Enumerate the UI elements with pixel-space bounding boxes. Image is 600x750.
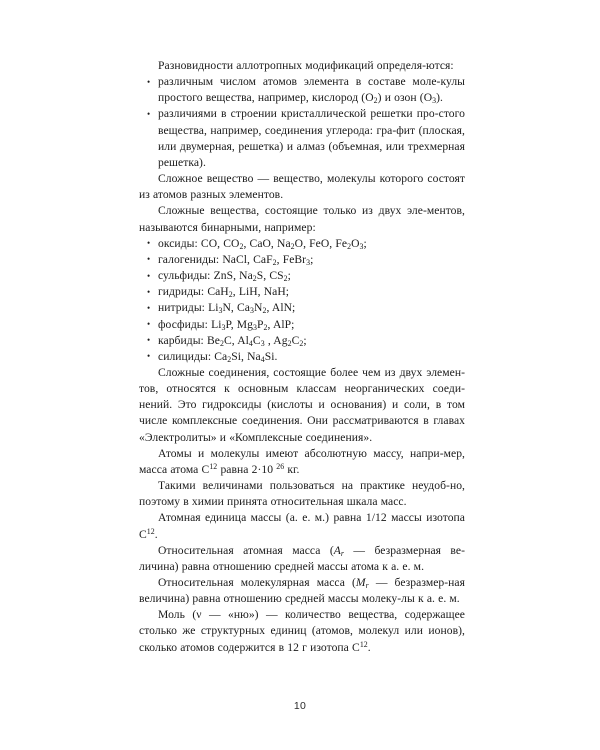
paragraph-relative-molecular-mass	[139, 575, 465, 607]
ag2c2-subscript-b: 2	[299, 338, 304, 348]
class-label-oxides: оксиды:	[158, 236, 198, 250]
complex-line-4: том числе комплексные соединения. Они рассматриваются	[139, 398, 465, 428]
complex-line-1: Сложные соединения, состоящие более чем из двух элемен-	[158, 365, 465, 379]
intro-line-1: Разновидности аллотропных модификаций определя-	[158, 59, 427, 72]
amu-line-2-post: .	[154, 527, 158, 541]
class-label-nitrides: нитриды:	[158, 301, 205, 315]
co2-subscript: 2	[239, 241, 244, 251]
mole-line-3-post: .	[367, 640, 371, 654]
bullet-2-line-2: стого вещества, например, соединения углерода: гра-	[158, 107, 465, 137]
list-item-sulfides: • сульфиды: ZnS, $Na_2S$, $CS_2$;	[139, 268, 465, 284]
list-item-silicides: • силициды: $Ca_2Si$, $Na_4Si$.	[139, 349, 465, 365]
ar-symbol-letter: A	[333, 543, 341, 557]
rmm-line-1-post: — безразмер-	[368, 576, 449, 589]
fe2o3-subscript-b: 3	[359, 241, 364, 251]
paragraph-relative-atomic-mass	[139, 543, 465, 575]
paragraph-intro	[139, 58, 465, 74]
class-label-halides: галогениды:	[158, 252, 220, 266]
allotropy-bullet-list	[139, 74, 465, 171]
page-number: 10	[293, 700, 307, 712]
carbon-12-superscript: 12	[209, 462, 218, 472]
binary-intro-line-2: ментов, называются бинарными, например:	[139, 204, 465, 234]
paragraph-compound-definition	[139, 171, 465, 203]
bullet-1-line-2-pre: кулы простого вещества, например, кислород (O	[158, 75, 465, 105]
bullet-allotropy-lattice	[139, 106, 465, 171]
page-text-body	[139, 58, 465, 656]
practice-line-1: Такими величинами пользоваться на практике неудоб-	[158, 479, 450, 493]
cah2-subscript: 2	[228, 290, 233, 300]
ram-line-2: личина) равна отношению средней массы атома к а. е. м.	[139, 559, 425, 573]
list-item-nitrides: • нитриды: $Li_3N$, $Ca_3N_2$, AlN;	[139, 300, 465, 316]
list-item-halides: • галогениды: NaCl, CaF$_2$, FeBr$_3$;	[139, 252, 465, 268]
paragraph-complex-compounds	[139, 365, 465, 446]
list-item-oxides: • оксиды: CO, $CO_2$, CaO, $Na_2O$, FeO, $Fe_2O_3$;	[139, 236, 465, 252]
class-label-hydrides: гидриды:	[158, 285, 205, 299]
bullet-1-line-2-post: ) и	[377, 91, 391, 105]
abs-mass-value-pre: равна 2·10	[217, 462, 277, 476]
abs-mass-unit: кг.	[284, 462, 300, 476]
class-label-sulfides: сульфиды:	[158, 269, 211, 283]
na2s-subscript: 2	[252, 273, 257, 283]
bullet-2-line-3: фит (плоская, или двумерная, решетка) и алмаз	[158, 123, 465, 153]
bullet-1-line-3-pre: озон (O	[394, 91, 433, 105]
li3n-subscript: 3	[218, 306, 223, 316]
list-item-hydrides: • гидриды: CaH$_2$, LiH, NaH;	[139, 284, 465, 300]
isotope-c12-superscript: 12	[146, 526, 155, 536]
ag2c2-subscript-a: 2	[287, 338, 292, 348]
class-label-phosphides: фосфиды:	[158, 317, 208, 331]
ar-symbol-subscript: r	[340, 548, 345, 558]
compound-def-line-2: состоят из атомов разных элементов.	[139, 172, 465, 202]
mg3p2-subscript-a: 3	[253, 322, 257, 332]
ca3n2-subscript-a: 3	[250, 306, 254, 316]
abs-mass-line-1: Атомы и молекулы имеют абсолютную массу, напри-	[158, 446, 444, 460]
ram-line-1-pre: Относительная атомная масса (	[158, 543, 334, 557]
amu-line-2-pre: изотопа C	[139, 511, 465, 541]
ram-line-1-post: — безразмерная ве-	[344, 543, 465, 557]
cs2-subscript: 2	[283, 273, 288, 283]
mr-symbol-subscript: r	[365, 580, 369, 590]
mole-line-3-pre: ионов), сколько атомов содержится в 12 г изотопа C	[139, 624, 465, 654]
li3p-subscript: 3	[221, 322, 226, 332]
al4c3-subscript-b: 3	[260, 338, 265, 348]
mr-symbol-letter: M	[355, 576, 366, 589]
bullet-2-line-1: различиями в строении кристаллической решетки про-	[158, 107, 439, 121]
class-label-carbides: карбиды:	[158, 333, 204, 347]
ozone-o3-subscript: 3	[432, 96, 437, 106]
binary-classes-list	[139, 236, 465, 365]
rmm-line-1-pre: Относительная молекулярная масса (	[158, 576, 356, 589]
na2o-subscript: 2	[290, 241, 295, 251]
list-item-carbides: • карбиды: $Be_2C$, $Al_4C_3$ , $Ag_2C_2$;	[139, 333, 465, 349]
bullet-1-line-1: различным числом атомов элемента в составе моле-	[158, 75, 441, 89]
paragraph-absolute-mass	[139, 446, 465, 478]
paragraph-atomic-mass-unit	[139, 510, 465, 542]
complex-line-3: нений. Это гидроксиды (кислоты и основания) и соли, в	[139, 398, 442, 412]
amu-line-1: Атомная единица массы (а. е. м.) равна 1/12 массы	[158, 511, 422, 525]
abs-mass-line-2-pre: мер, масса атома C	[139, 446, 465, 476]
symbol-relative-atomic-mass	[334, 544, 344, 557]
al4c3-subscript-a: 4	[248, 338, 253, 348]
febr3-subscript: 3	[306, 257, 311, 267]
compound-def-line-1: Сложное вещество — вещество, молекулы которого	[158, 172, 424, 186]
oxygen-o2-subscript: 2	[373, 96, 378, 106]
paragraph-mole-definition	[139, 607, 465, 655]
na4si-subscript: 4	[260, 354, 265, 364]
list-item-phosphides: • фосфиды: $Li_3P$, $Mg_3P_2$, AlP;	[139, 317, 465, 333]
bullet-1-line-3-post: ).	[436, 91, 443, 105]
rmm-line-2: ная величина) равна отношению средней массы молеку-	[139, 576, 465, 606]
intro-line-2: ются:	[426, 59, 454, 72]
paragraph-practice-scale	[139, 478, 465, 510]
ca3n2-subscript-b: 2	[262, 306, 267, 316]
binary-intro-line-1: Сложные вещества, состоящие только из двух эле-	[158, 204, 427, 218]
mole-c12-superscript: 12	[359, 639, 368, 649]
caf2-subscript: 2	[272, 257, 277, 267]
mole-line-1: Моль (ν — «ню») — количество вещества, содержащее	[158, 608, 465, 622]
be2c-subscript: 2	[219, 338, 224, 348]
paragraph-binary-intro	[139, 203, 465, 235]
bullet-allotropy-atom-count	[139, 74, 465, 106]
mole-line-2: столько же структурных единиц (атомов, молекул или	[139, 624, 423, 638]
rmm-line-3: лы к а. е. м.	[401, 592, 460, 606]
practice-line-2: но, поэтому в химии принята относительная шкала масс.	[139, 479, 465, 509]
class-label-silicides: силициды:	[158, 349, 212, 363]
complex-line-2: тов, относятся к основным классам неорганических соеди-	[139, 382, 465, 396]
ca2si-subscript: 2	[227, 354, 232, 364]
complex-line-5: в главах «Электролиты» и «Комплексные соединения».	[139, 414, 465, 444]
fe2o3-subscript-a: 2	[347, 241, 352, 251]
bullet-2-line-4: (объемная, или трехмерная решетка).	[158, 139, 466, 169]
mg3p2-subscript-b: 2	[263, 322, 268, 332]
mass-exponent-superscript: 26	[276, 462, 285, 472]
symbol-relative-molecular-mass	[356, 576, 369, 589]
